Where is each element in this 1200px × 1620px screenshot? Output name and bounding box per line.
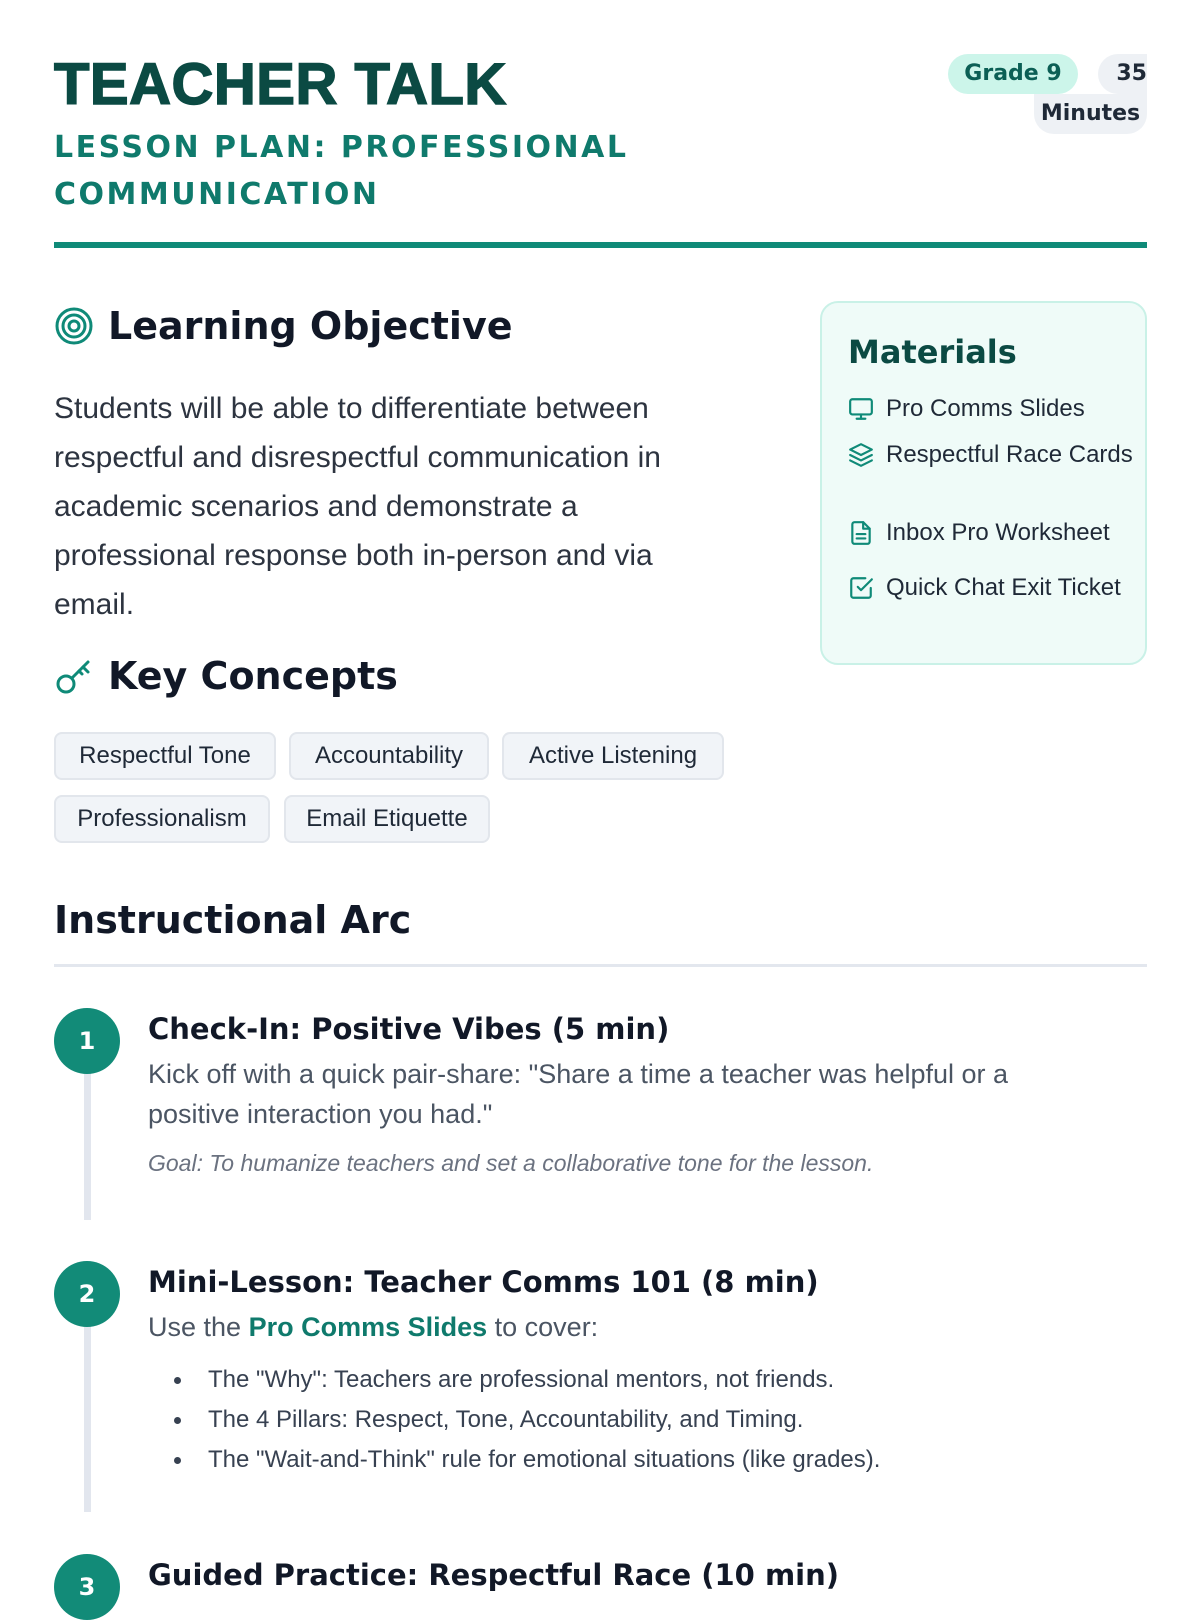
materials-card	[820, 301, 1147, 665]
step-number-badge: 2	[54, 1261, 120, 1327]
step-description: Kick off with a quick pair-share: "Share a time a teacher was helpful or a positive interaction you had."	[148, 1059, 1009, 1129]
step-desc-prefix: Use the	[148, 1312, 249, 1342]
grade-badge: Grade 9	[948, 54, 1078, 94]
material-label: Inbox Pro Worksheet	[886, 519, 1110, 546]
material-item	[848, 517, 1138, 549]
arc-heading: Instructional Arc	[54, 898, 412, 942]
concept-chip: Respectful Tone	[54, 732, 276, 780]
material-label: Pro Comms Slides	[886, 395, 1085, 422]
concept-chip: Active Listening	[502, 732, 724, 780]
check-square-icon	[848, 575, 874, 601]
step-bullet-list	[172, 1360, 880, 1480]
key-concepts-heading: Key Concepts	[108, 654, 398, 698]
concept-chip: Email Etiquette	[284, 795, 490, 843]
header	[54, 50, 1147, 248]
material-label: Quick Chat Exit Ticket	[886, 574, 1121, 601]
bullet-item: The "Why": Teachers are professional mentors, not friends.	[172, 1360, 880, 1400]
step-number-badge: 1	[54, 1008, 120, 1074]
step-title: Check-In: Positive Vibes (5 min)	[148, 1012, 670, 1046]
material-item	[848, 439, 1138, 471]
step-title: Mini-Lesson: Teacher Comms 101 (8 min)	[148, 1265, 819, 1299]
concept-chip: Professionalism	[54, 795, 270, 843]
concept-chip: Accountability	[289, 732, 489, 780]
objective-text: Students will be able to differentiate between respectful and disrespectful communication in academic scenarios and demonstrate a professional response both in-person and via email.	[54, 392, 661, 621]
step-desc-suffix: to cover:	[487, 1312, 599, 1342]
objective-heading: Learning Objective	[108, 304, 513, 348]
arc-divider	[54, 964, 1147, 967]
document-icon	[848, 520, 874, 546]
duration-badge	[1098, 54, 1147, 94]
duration-number: 35	[1116, 61, 1147, 86]
material-item	[848, 572, 1138, 604]
bullet-item: The 4 Pillars: Respect, Tone, Accountability, and Timing.	[172, 1400, 880, 1440]
materials-link[interactable]: Pro Comms Slides	[248, 1312, 488, 1342]
page-subtitle: LESSON PLAN: PROFESSIONAL COMMUNICATION	[54, 130, 629, 212]
step-number-badge: 3	[54, 1554, 120, 1620]
step-title: Guided Practice: Respectful Race (10 min)	[148, 1558, 840, 1592]
material-item	[848, 393, 1138, 425]
key-concepts-heading-row	[54, 654, 398, 698]
material-label: Respectful Race Cards	[886, 441, 1133, 468]
bullet-item: The "Wait-and-Think" rule for emotional situations (like grades).	[172, 1440, 880, 1480]
duration-unit: Minutes	[1034, 94, 1147, 134]
page-title: TEACHER TALK	[54, 52, 507, 117]
target-icon	[54, 306, 94, 346]
materials-heading: Materials	[848, 333, 1017, 371]
step-goal: Goal: To humanize teachers and set a collaborative tone for the lesson.	[148, 1150, 874, 1176]
objective-heading-row	[54, 304, 513, 348]
key-icon	[54, 656, 94, 696]
monitor-icon	[848, 396, 874, 422]
step-description	[148, 1307, 1088, 1347]
layers-icon	[848, 442, 874, 468]
